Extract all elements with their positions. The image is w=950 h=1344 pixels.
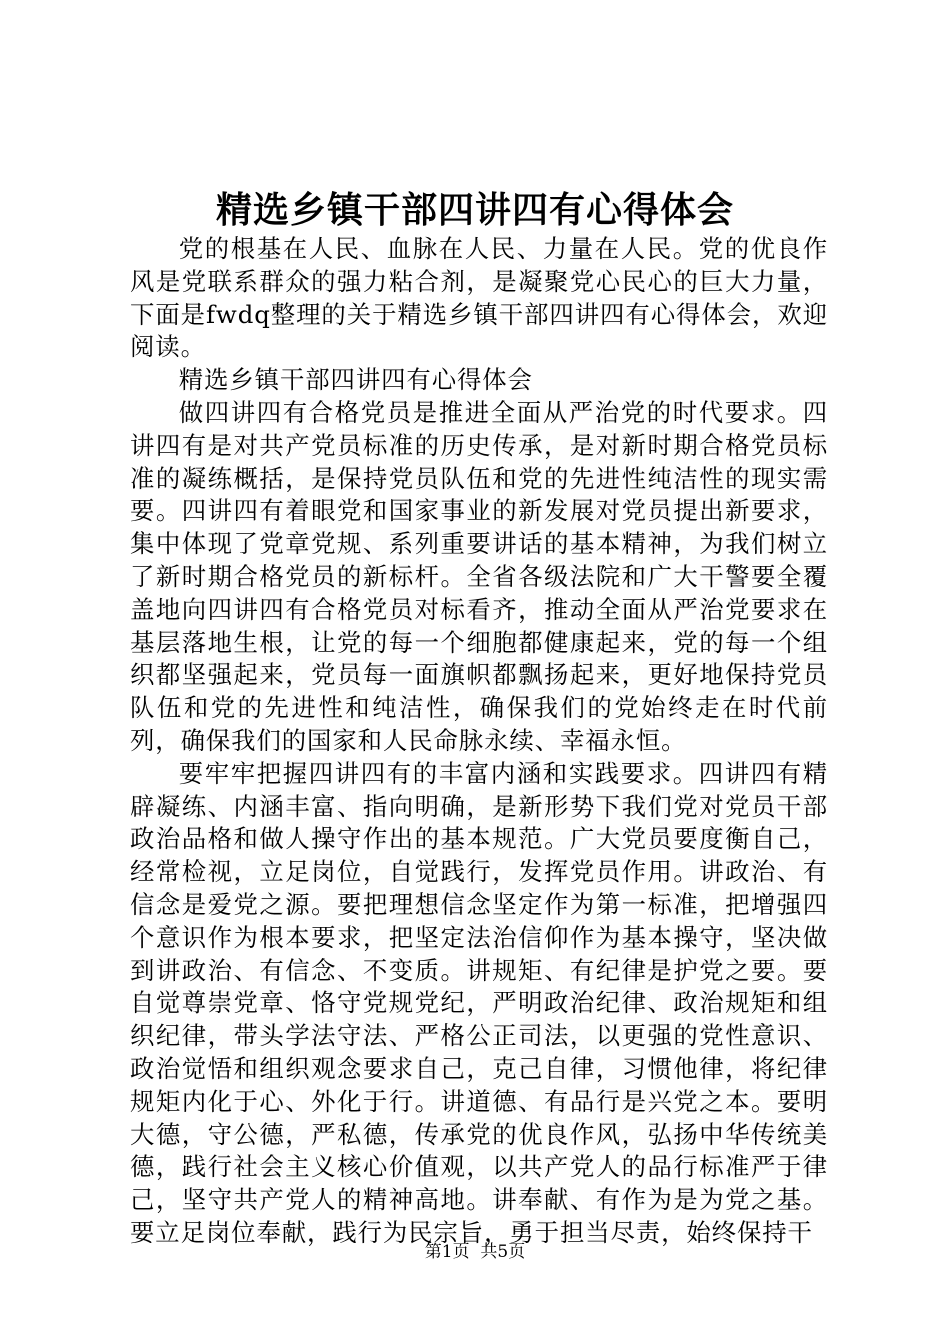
body-paragraph: 要牢牢把握四讲四有的丰富内涵和实践要求。四讲四有精辟凝练、内涵丰富、指向明确，是新形势下我们党对党员干部政治品格和做人操守作出的基本规范。广大党员要度衡自己，经常检视，立足岗位，自觉践行，发挥党员作用。讲政治、有信念是爱党之源。要把理想信念坚定作为第一标准，把增强四个意识作为根本要求，把坚定法治信仰作为基本操守，坚决做到讲政治、有信念、不变质。讲规矩、有纪律是护党之要。要自觉尊崇党章、恪守党规党纪，严明政治纪律、政治规矩和组织纪律，带头学法守法、严格公正司法，以更强的党性意识、政治觉悟和组织观念要求自己，克己自律，习惯他律，将纪律规矩内化于心、外化于行。讲道德、有品行是兴党之本。要明大德，守公德，严私德，传承党的优良作风，弘扬中华传统美德，践行社会主义核心价值观，以共产党人的品行标准严于律己，坚守共产党人的精神高地。讲奉献、有作为是为党之基。要立足岗位奉献，践行为民宗旨，勇于担当尽责，始终保持干 [130,758,828,1247]
section-subheading: 精选乡镇干部四讲四有心得体会 [178,365,533,395]
page-footer [0,1240,950,1264]
body-paragraph: 做四讲四有合格党员是推进全面从严治党的时代要求。四讲四有是对共产党员标准的历史传承，是对新时期合格党员标准的凝练概括，是保持党员队伍和党的先进性纯洁性的现实需要。四讲四有着眼党和国家事业的新发展对党员提出新要求，集中体现了党章党规、系列重要讲话的基本精神，为我们树立了新时期合格党员的新标杆。全省各级法院和广大干警要全覆盖地向四讲四有合格党员对标看齐，推动全面从严治党要求在基层落地生根，让党的每一个细胞都健康起来，党的每一个组织都坚强起来，党员每一面旗帜都飘扬起来，更好地保持党员队伍和党的先进性和纯洁性，确保我们的党始终走在时代前列，确保我们的国家和人民命脉永续、幸福永恒。 [130,397,828,755]
page-number: 第1页 共5页 [424,1242,526,1262]
intro-paragraph: 党的根基在人民、血脉在人民、力量在人民。党的优良作风是党联系群众的强力粘合剂，是凝聚党心民心的巨大力量，下面是fwdq整理的关于精选乡镇干部四讲四有心得体会，欢迎阅读。 [130,234,828,362]
document-title: 精选乡镇干部四讲四有心得体会 [215,189,734,231]
document-body [130,233,828,1250]
